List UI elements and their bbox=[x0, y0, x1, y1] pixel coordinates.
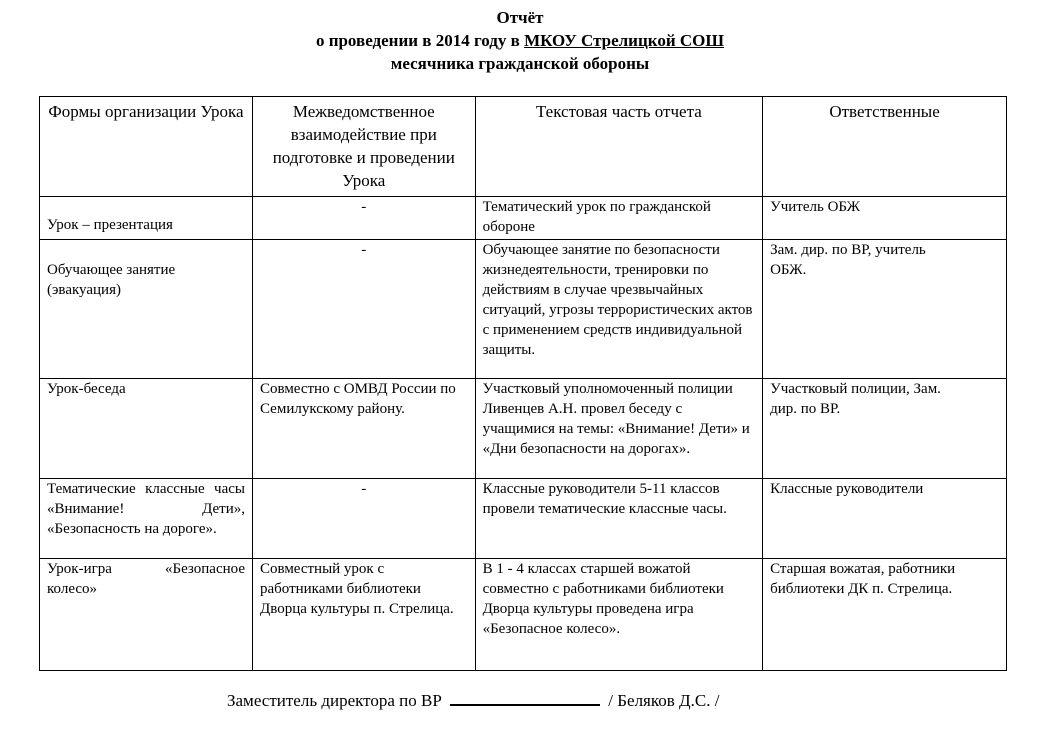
cell-form bbox=[40, 197, 253, 240]
column-header-interaction: Межведомственное взаимодействие при подготовке и проведении Урока bbox=[252, 97, 475, 197]
cell-interaction: Совместный урок с работниками библиотеки Дворца культуры п. Стрелица. bbox=[252, 559, 475, 671]
table-row bbox=[40, 379, 1007, 479]
signer-position: Заместитель директора по ВР bbox=[227, 691, 442, 710]
cell-form-text: Обучающее занятие (эвакуация) bbox=[47, 262, 176, 298]
cell-interaction: - bbox=[252, 479, 475, 559]
cell-form bbox=[40, 240, 253, 379]
column-header-responsible: Ответственные bbox=[763, 97, 1007, 197]
cell-responsible: Классные руководители bbox=[763, 479, 1007, 559]
table-row bbox=[40, 240, 1007, 379]
cell-form: Урок-беседа bbox=[40, 379, 253, 479]
cell-text: Тематический урок по гражданской обороне bbox=[475, 197, 763, 240]
signer-name: / Беляков Д.С. / bbox=[608, 691, 720, 710]
report-table bbox=[39, 96, 1007, 671]
cell-form: Тематические классные часы «Внимание! Дети», «Безопасность на дороге». bbox=[40, 479, 253, 559]
cell-interaction: - bbox=[252, 197, 475, 240]
cell-interaction: - bbox=[252, 240, 475, 379]
subtitle-prefix: о проведении в 2014 году в bbox=[315, 31, 525, 50]
report-subtitle bbox=[0, 30, 1040, 52]
table-row bbox=[40, 559, 1007, 671]
organization-name: МКОУ Стрелицкой СОШ bbox=[524, 31, 725, 50]
signature-block bbox=[227, 688, 719, 712]
cell-responsible: Учитель ОБЖ bbox=[763, 197, 1007, 240]
cell-text: Обучающее занятие по безопасности жизнедеятельности, тренировки по действиям в случае чрезвычайных ситуаций, угрозы террористических актов с применением средств индивидуальной защиты. bbox=[475, 240, 763, 379]
column-header-forms: Формы организации Урока bbox=[40, 97, 253, 197]
table-row bbox=[40, 479, 1007, 559]
table-header-row bbox=[40, 97, 1007, 197]
report-topic: месячника гражданской обороны bbox=[390, 54, 650, 73]
cell-form: Урок-игра «Безопасное колесо» bbox=[40, 559, 253, 671]
report-title: Отчёт bbox=[496, 8, 544, 27]
column-header-text: Текстовая часть отчета bbox=[475, 97, 763, 197]
table-row bbox=[40, 197, 1007, 240]
cell-responsible: Зам. дир. по ВР, учитель ОБЖ. bbox=[763, 240, 1007, 379]
cell-responsible: Участковый полиции, Зам. дир. по ВР. bbox=[763, 379, 1007, 479]
cell-form-text: Урок – презентация bbox=[47, 217, 173, 233]
cell-text: Участковый уполномоченный полиции Ливенцев А.Н. провел беседу с учащимися на темы: «Внимание! Дети» и «Дни безопасности на дорогах». bbox=[475, 379, 763, 479]
cell-responsible: Старшая вожатая, работники библиотеки ДК п. Стрелица. bbox=[763, 559, 1007, 671]
cell-text: В 1 - 4 классах старшей вожатой совместно с работниками библиотеки Дворца культуры проведена игра «Безопасное колесо». bbox=[475, 559, 763, 671]
cell-text: Классные руководители 5-11 классов провели тематические классные часы. bbox=[475, 479, 763, 559]
cell-interaction: Совместно с ОМВД России по Семилукскому району. bbox=[252, 379, 475, 479]
signature-line bbox=[450, 688, 600, 706]
